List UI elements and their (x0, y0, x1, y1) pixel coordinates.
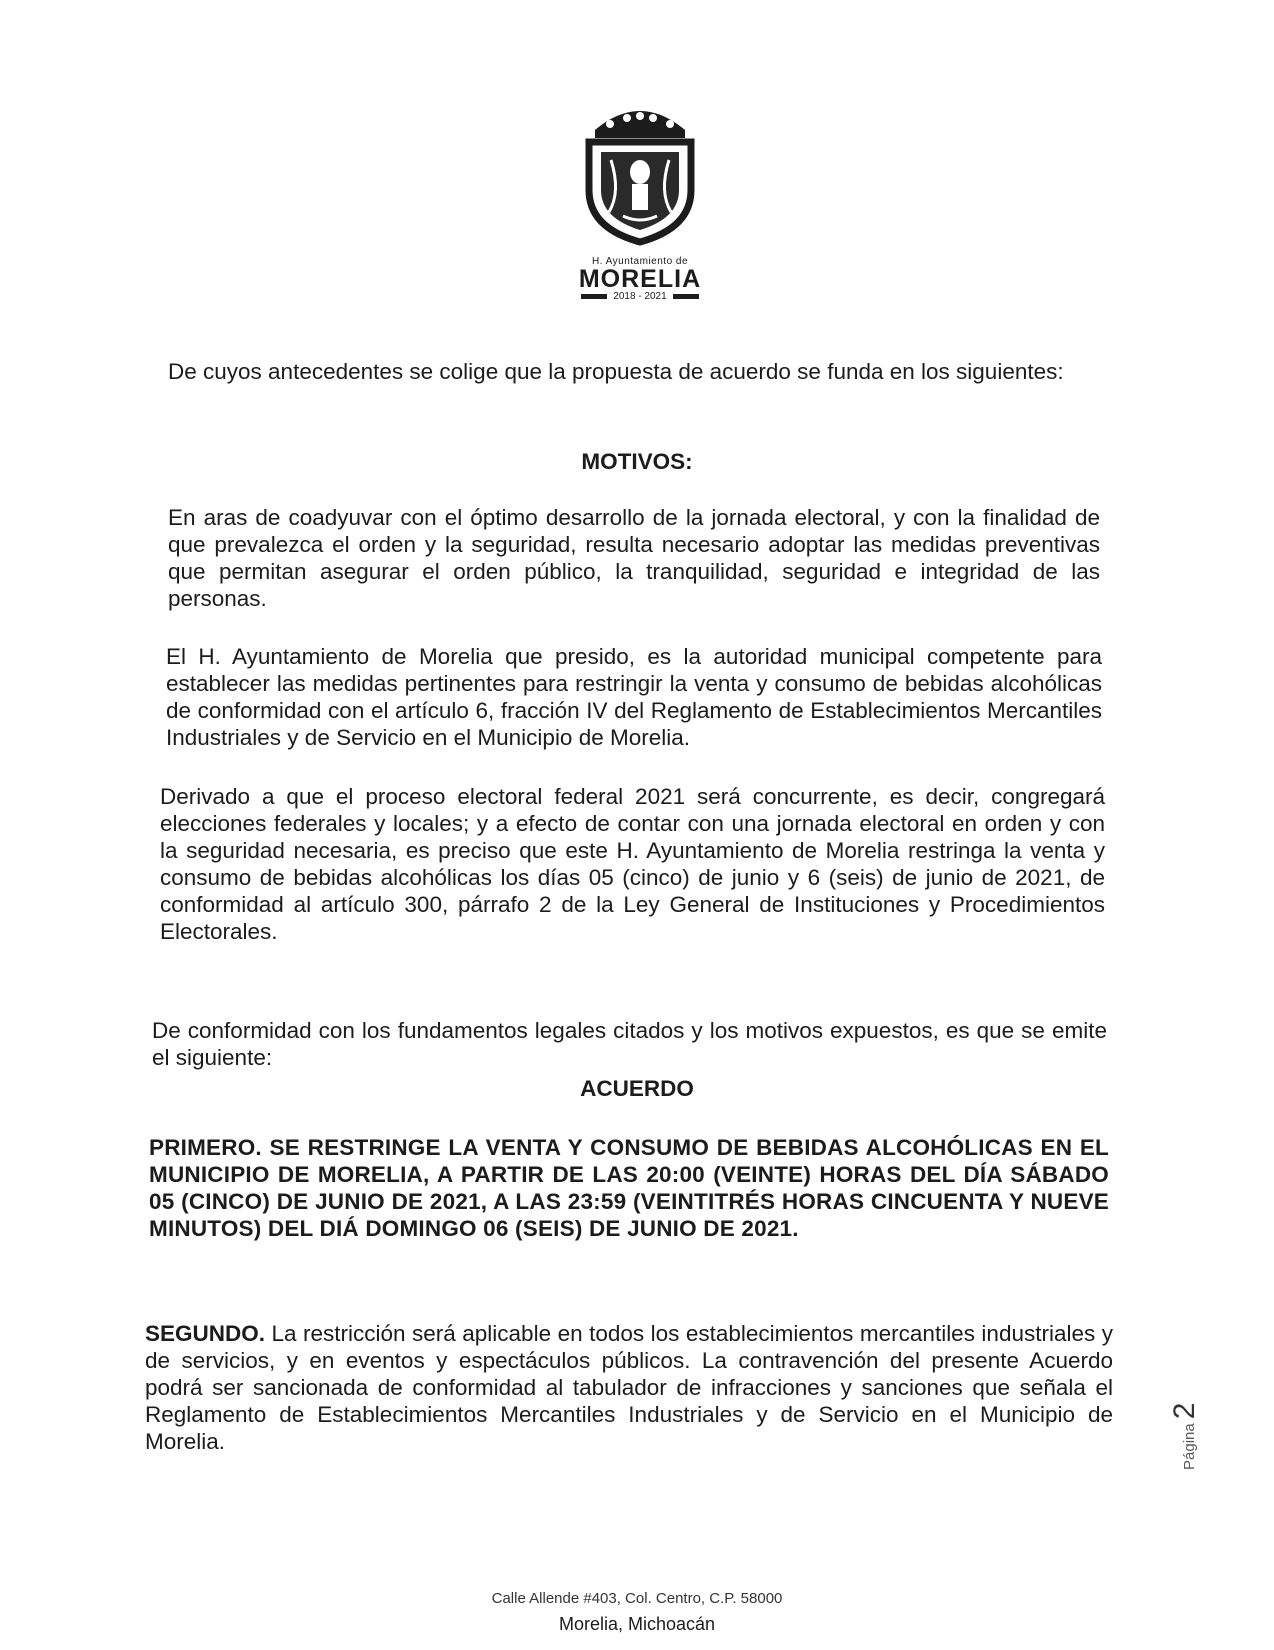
conformidad-paragraph: De conformidad con los fundamentos legales citados y los motivos expuestos, es que se emite el siguiente: (152, 1018, 1107, 1070)
segundo-label: SEGUNDO. (145, 1321, 266, 1346)
intro-paragraph: De cuyos antecedentes se colige que la propuesta de acuerdo se funda en los siguientes: (168, 359, 1064, 384)
motivo-paragraph-2: El H. Ayuntamiento de Morelia que presido, es la autoridad municipal competente para establecer las medidas pertinentes para restringir la venta y consumo de bebidas alcohólicas de conformidad con el artículo 6, fracción IV del Reglamento de Establecimientos Mercantiles Industriales y de Servicio en el Municipio de Morelia. (166, 644, 1102, 750)
logo-bar-left (581, 294, 607, 299)
page-number: 2 (1168, 1402, 1201, 1420)
logo-years-text: 2018 - 2021 (613, 291, 667, 302)
coat-of-arms-icon (575, 100, 705, 250)
logo-city: MORELIA (578, 265, 702, 293)
primero-clause: PRIMERO. SE RESTRINGE LA VENTA Y CONSUMO DE BEBIDAS ALCOHÓLICAS EN EL MUNICIPIO DE MORELIA, A PARTIR DE LAS 20:00 (VEINTE) HORAS DEL DÍA SÁBADO 05 (CINCO) DE JUNIO DE 2021, A LAS 23:59 (VEINTITRÉS HORAS CINCUENTA Y NUEVE MINUTOS) DEL DIÁ DOMINGO 06 (SEIS) DE JUNIO DE 2021. (149, 1135, 1109, 1241)
footer-address: Calle Allende #403, Col. Centro, C.P. 58000 (491, 1590, 783, 1607)
acuerdo-heading: ACUERDO (580, 1076, 694, 1101)
motivo-paragraph-1: En aras de coadyuvar con el óptimo desarrollo de la jornada electoral, y con la finalidad de que prevalezca el orden y la seguridad, resulta necesario adoptar las medidas preventivas que permitan asegurar el orden público, la tranquilidad, seguridad e integridad de las personas. (168, 505, 1100, 611)
logo-bar-right (673, 294, 699, 299)
segundo-text: La restricción será aplicable en todos los establecimientos mercantiles industriales y de servicios, y en eventos y espectáculos públicos. La contravención del presente Acuerdo podrá ser sancionada de conformidad al tabulador de infracciones y sanciones que señala el Reglamento de Establecimientos Mercantiles Industriales y de Servicio en el Municipio de Morelia. (145, 1321, 1113, 1454)
page-number-marker (1168, 1403, 1202, 1470)
segundo-clause (145, 1320, 1113, 1455)
motivos-heading: MOTIVOS: (581, 449, 693, 474)
municipal-logo (560, 100, 720, 302)
page-label: Página (1181, 1423, 1198, 1470)
footer-city: Morelia, Michoacán (558, 1614, 716, 1634)
motivo-paragraph-3: Derivado a que el proceso electoral federal 2021 será concurrente, es decir, congregará elecciones federales y locales; y a efecto de contar con una jornada electoral en orden y con la seguridad necesaria, es preciso que este H. Ayuntamiento de Morelia restringa la venta y consumo de bebidas alcohólicas los días 05 (cinco) de junio y 6 (seis) de junio de 2021, de conformidad al artículo 300, párrafo 2 de la Ley General de Instituciones y Procedimientos Electorales. (160, 784, 1105, 944)
logo-subtitle: H. Ayuntamiento de (591, 256, 689, 267)
